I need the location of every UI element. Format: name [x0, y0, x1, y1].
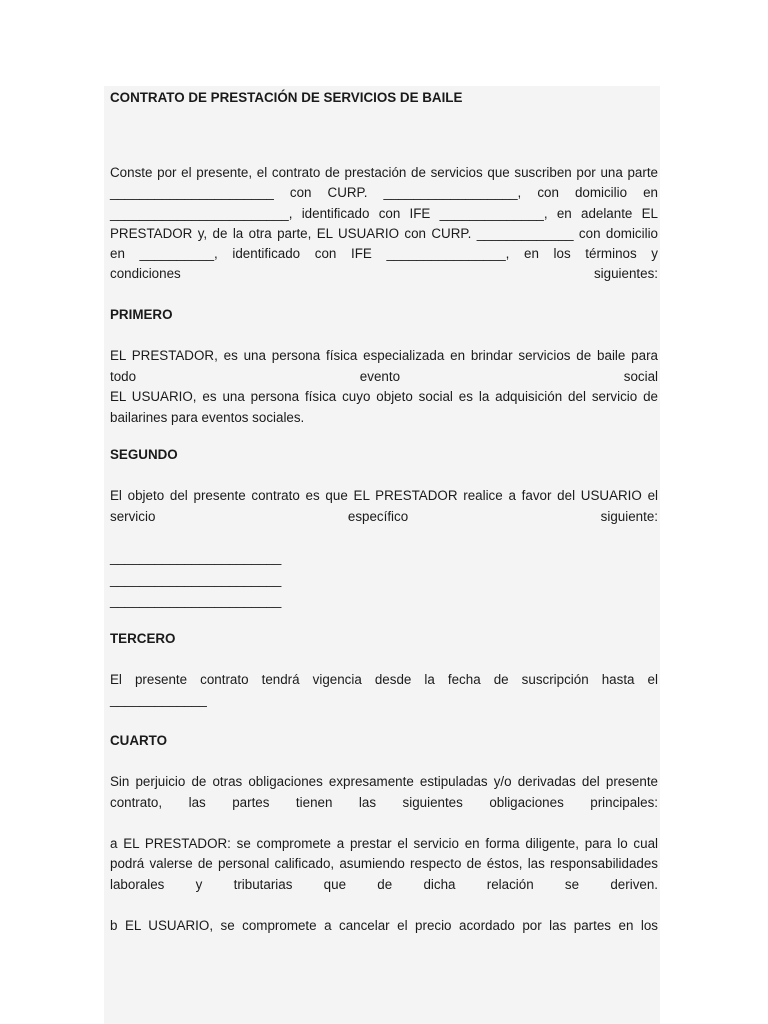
intro-line: ______________________ con CURP. __________________, con domicilio en: [110, 185, 658, 200]
section-heading-segundo: SEGUNDO: [110, 447, 178, 462]
intro-line: PRESTADOR y, de la otra parte, EL USUARIO con CURP. _____________ con domicilio: [110, 226, 658, 241]
primero-line: EL USUARIO, es una persona física cuyo objeto social es la adquisición del servicio de: [110, 389, 658, 404]
intro-line: Conste por el presente, el contrato de prestación de servicios que suscriben por una parte: [110, 165, 658, 180]
section-heading-tercero: TERCERO: [110, 631, 176, 646]
segundo-blank-line: _______________________: [110, 550, 282, 565]
cuarto-line: contrato, las partes tienen las siguientes obligaciones principales:: [110, 795, 658, 810]
section-heading-cuarto: CUARTO: [110, 733, 168, 748]
intro-line: en __________, identificado con IFE ________________, en los términos y: [110, 246, 658, 261]
intro-line: condiciones siguientes:: [110, 266, 658, 281]
cuarto-item-b-line: b EL USUARIO, se compromete a cancelar el precio acordado por las partes en los: [110, 918, 658, 933]
segundo-blank-line: _______________________: [110, 572, 282, 587]
tercero-line: _____________: [110, 692, 207, 707]
document-title: CONTRATO DE PRESTACIÓN DE SERVICIOS DE BAILE: [110, 90, 463, 105]
primero-line: bailarines para eventos sociales.: [110, 410, 305, 425]
tercero-line: El presente contrato tendrá vigencia desde la fecha de suscripción hasta el: [110, 672, 658, 687]
intro-line: ________________________, identificado con IFE ______________, en adelante EL: [110, 206, 658, 221]
segundo-line: servicio específico siguiente:: [110, 509, 658, 524]
cuarto-line: Sin perjuicio de otras obligaciones expresamente estipuladas y/o derivadas del presente: [110, 774, 658, 789]
primero-line: EL PRESTADOR, es una persona física especializada en brindar servicios de baile para: [110, 348, 658, 363]
cuarto-item-a-line: podrá valerse de personal calificado, asumiendo respecto de éstos, las responsabilidades: [110, 856, 658, 871]
cuarto-item-a-line: laborales y tributarias que de dicha relación se deriven.: [110, 877, 658, 892]
cuarto-item-a-line: a EL PRESTADOR: se compromete a prestar el servicio en forma diligente, para lo cual: [110, 836, 658, 851]
segundo-blank-line: _______________________: [110, 593, 282, 608]
segundo-line: El objeto del presente contrato es que EL PRESTADOR realice a favor del USUARIO el: [110, 488, 658, 503]
section-heading-primero: PRIMERO: [110, 307, 173, 322]
primero-line: todo evento social: [110, 369, 658, 384]
